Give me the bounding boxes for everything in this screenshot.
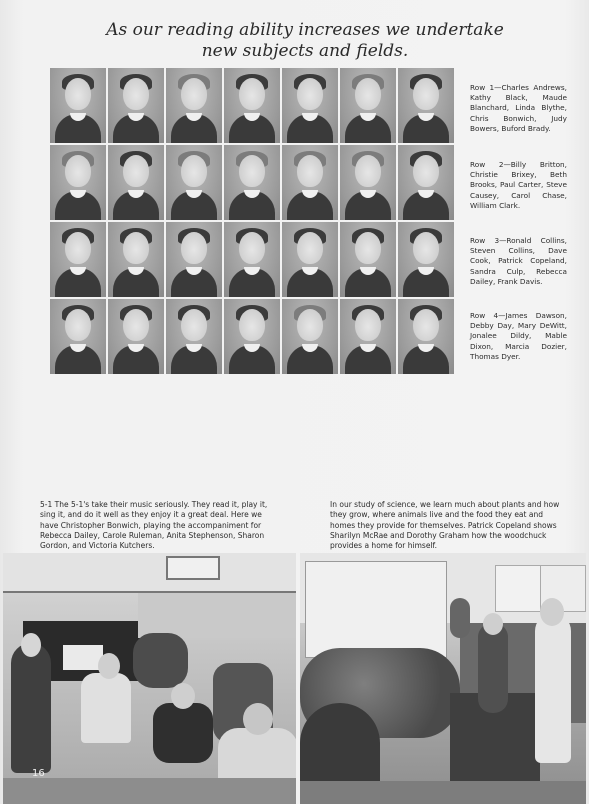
- science-paragraph: In our study of science, we learn much about plants and how they grow, where animals live and the food they eat and homes they provide for themselves. Patrick Copeland shows Sharilyn McRae and Dorothy Graham how the woodchuck provides a home for himself.: [330, 500, 560, 551]
- portrait: [166, 68, 222, 143]
- caption-row-4: Row 4—James Dawson, Debby Day, Mary DeWitt, Jonalee Dildy, Mable Dixon, Marcia Dozier, Thomas Dyer.: [470, 311, 567, 361]
- portrait-row-2: [50, 145, 454, 220]
- portrait: [50, 299, 106, 374]
- portrait-row-4: [50, 299, 454, 374]
- portrait: [340, 68, 396, 143]
- portrait: [224, 68, 280, 143]
- headline-line-2: new subjects and fields.: [201, 41, 409, 61]
- portrait: [282, 68, 338, 143]
- portrait: [108, 68, 164, 143]
- portrait: [340, 145, 396, 220]
- portrait: [224, 299, 280, 374]
- portrait: [282, 145, 338, 220]
- portrait: [108, 299, 164, 374]
- portrait-grid: [50, 68, 454, 374]
- portrait: [224, 145, 280, 220]
- portrait: [398, 68, 454, 143]
- portrait: [282, 299, 338, 374]
- headline-line-1: As our reading ability increases we undertake: [106, 20, 504, 40]
- portrait: [398, 145, 454, 220]
- portrait: [340, 299, 396, 374]
- portrait: [398, 222, 454, 297]
- caption-row-1: Row 1—Charles Andrews, Kathy Black, Maude Blanchard, Linda Blythe, Chris Bonwich, Judy Bowers, Buford Brady.: [470, 83, 567, 133]
- portrait: [166, 222, 222, 297]
- science-class-photo: [300, 553, 586, 804]
- portrait: [50, 145, 106, 220]
- portrait: [108, 222, 164, 297]
- portrait: [340, 222, 396, 297]
- portrait: [50, 68, 106, 143]
- portrait: [50, 222, 106, 297]
- music-paragraph: 5-1 The 5-1's take their music seriously. They read it, play it, sing it, and do it well as they enjoy it a great deal. Here we have Christopher Bonwich, playing the accompaniment for Rebecca Dailey, Carole Ruleman, Anita Stephenson, Sharon Gordon, and Victoria Kutchers.: [40, 500, 268, 551]
- portrait: [108, 145, 164, 220]
- portrait-row-1: [50, 68, 454, 143]
- portrait: [398, 299, 454, 374]
- portrait-row-3: [50, 222, 454, 297]
- page-headline: [60, 20, 550, 62]
- portrait: [224, 222, 280, 297]
- portrait: [166, 145, 222, 220]
- portrait: [166, 299, 222, 374]
- portrait: [282, 222, 338, 297]
- page-number: 16: [32, 768, 45, 779]
- caption-row-3: Row 3—Ronald Collins, Steven Collins, Dave Cook, Patrick Copeland, Sandra Culp, Rebecca Dailey, Frank Davis.: [470, 236, 567, 286]
- music-class-photo: [3, 553, 296, 804]
- caption-row-2: Row 2—Billy Britton, Christie Brixey, Beth Brooks, Paul Carter, Steve Causey, Carol Chase, William Clark.: [470, 160, 567, 210]
